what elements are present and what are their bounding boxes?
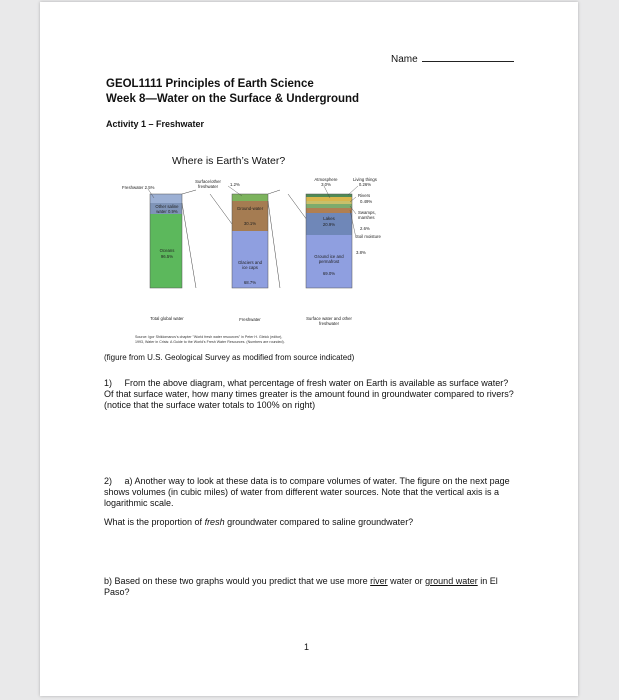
label-lakes: Lakes <box>323 216 335 221</box>
value-ground-ice: 69.0% <box>322 271 336 276</box>
label-ground-ice: Ground ice and permafrost <box>314 254 344 264</box>
question-2a-prompt <box>104 517 518 528</box>
value-soil-moisture: 3.8% <box>356 250 366 255</box>
bar-surface-other <box>232 194 268 201</box>
figure-title: Where is Earth’s Water? <box>172 155 286 167</box>
label-swamps: Swamps, marshes <box>358 210 376 220</box>
bar-freshwater-slice <box>150 194 182 203</box>
bar-atmosphere <box>306 197 352 201</box>
activity-title: Activity 1 – Freshwater <box>106 119 205 129</box>
figure-caption: (figure from U.S. Geological Survey as modified from source indicated) <box>104 353 355 362</box>
question-1-number: 1) <box>104 378 113 388</box>
q2b-mid: water or <box>387 576 426 586</box>
axis-label-surface-water: Surface water and other freshwater <box>306 316 352 326</box>
label-other-saline: Other saline water 0.9% <box>155 204 179 214</box>
q2b-river: river <box>370 576 388 586</box>
prompt-prefix: What is the proportion of <box>104 517 205 527</box>
name-blank-line <box>422 53 514 62</box>
value-oceans: 96.5% <box>160 254 174 259</box>
value-glaciers: 68.7% <box>243 280 257 285</box>
page-number: 1 <box>304 642 310 652</box>
value-atmosphere: 3.0% <box>321 182 331 187</box>
question-1-text: From the above diagram, what percentage of fresh water on Earth is available as surface water? Of that surface water, how many times greater is the amount found in groundwater compared to rivers? (notice that the surface water totals to 100% on right) <box>104 378 514 410</box>
label-living-things: Living things <box>353 177 377 182</box>
label-oceans: Oceans <box>159 248 175 253</box>
bar-soil-moisture <box>306 208 352 213</box>
q2b-suffix: in El Paso? <box>104 576 498 597</box>
prompt-suffix: groundwater compared to saline groundwater? <box>224 517 414 527</box>
source-line-2: 1993, Water in Crisis: A Guide to the World's Fresh Water Resources. (Numbers are rounded). <box>135 339 285 344</box>
value-rivers: 0.49% <box>360 199 373 204</box>
connector-line <box>268 201 280 288</box>
source-line-1: Source: Igor Shiklomanov's chapter "World fresh water resources" in Peter H. Gleick (editor), <box>135 335 283 339</box>
name-label: Name <box>391 54 418 65</box>
axis-label-freshwater: Freshwater <box>239 317 261 322</box>
label-soil-moisture: Soil moisture <box>356 234 381 239</box>
question-1 <box>104 378 518 411</box>
prompt-emphasis: fresh <box>204 517 225 527</box>
name-field <box>391 53 514 65</box>
value-surface-other: 1.2% <box>230 182 240 187</box>
value-lakes: 20.9% <box>322 222 336 227</box>
label-groundwater: Ground-water <box>236 206 264 211</box>
bar-living-things <box>306 194 352 197</box>
week-title: Week 8—Water on the Surface & Underground <box>106 93 360 105</box>
bar-rivers <box>306 201 352 204</box>
question-2a-text: a) Another way to look at these data is to compare volumes of water. The figure on the next page shows volumes (in cubic miles) of water from different water sources. Note that the vertical axis is a logarithmic scale. <box>104 476 510 508</box>
label-surface-other: Surface/other freshwater <box>195 179 221 189</box>
label-atmosphere: Atmosphere <box>314 177 338 182</box>
connector-line <box>182 190 196 194</box>
label-freshwater: Freshwater 2.5% <box>122 185 155 190</box>
value-swamps: 2.6% <box>360 226 370 231</box>
question-2b <box>104 576 518 598</box>
leader-line <box>348 186 358 195</box>
value-groundwater: 30.1% <box>243 221 257 226</box>
q2b-ground: ground water <box>425 576 478 586</box>
axis-label-total-global: Total global water <box>150 316 184 321</box>
question-2a <box>104 476 518 509</box>
figure-source <box>135 335 345 344</box>
bar-swamps <box>306 204 352 208</box>
connector-line <box>268 190 280 194</box>
value-living-things: 0.26% <box>358 182 372 187</box>
course-title: GEOL1111 Principles of Earth Science <box>106 78 314 90</box>
question-2-number: 2) <box>104 476 113 486</box>
connector-line <box>182 203 196 288</box>
label-glaciers: Glaciers and ice caps <box>237 260 263 270</box>
connector-line <box>210 194 232 224</box>
label-rivers: Rivers <box>358 193 371 198</box>
document-page <box>40 2 578 696</box>
q2b-prefix: b) Based on these two graphs would you predict that we use more <box>104 576 371 586</box>
